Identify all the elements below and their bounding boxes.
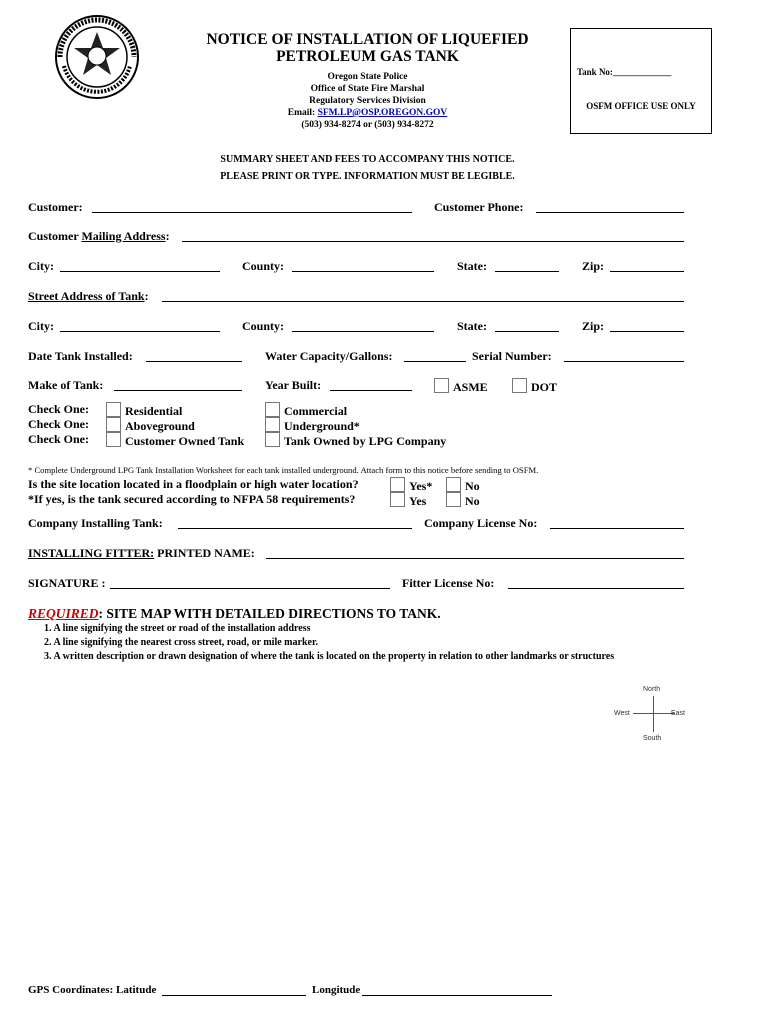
- customer-row: [28, 200, 688, 216]
- water-capacity-field[interactable]: [404, 350, 466, 362]
- osfm-office-box: [570, 28, 712, 134]
- serial-number-field[interactable]: [564, 350, 684, 362]
- site-map-item-2: 2. A line signifying the nearest cross street, road, or mile marker.: [44, 637, 318, 648]
- year-built-field[interactable]: [330, 379, 412, 391]
- check-one-row-3: [28, 432, 688, 448]
- asme-label: ASME: [453, 380, 488, 394]
- compass-north: North: [643, 686, 661, 693]
- compass-east: East: [671, 710, 686, 717]
- mailing-city-row: [28, 259, 688, 275]
- underground-label: Underground*: [284, 419, 360, 433]
- dot-label: DOT: [531, 380, 558, 394]
- form-title-line2: PETROLEUM GAS TANK: [276, 48, 459, 65]
- tank-no-label: Tank No:_____________: [577, 67, 672, 77]
- make-of-tank-field[interactable]: [114, 379, 242, 391]
- underground-checkbox[interactable]: [265, 417, 280, 432]
- site-map-heading: [28, 606, 441, 622]
- secured-yes-label: Yes: [409, 494, 427, 508]
- residential-label: Residential: [125, 404, 183, 418]
- floodplain-question: Is the site location located in a floodplain or high water location?: [28, 477, 359, 491]
- floodplain-no-label: No: [465, 479, 480, 493]
- instructions-line1: SUMMARY SHEET AND FEES TO ACCOMPANY THIS NOTICE.: [220, 154, 515, 165]
- agency-line2: Office of State Fire Marshal: [310, 84, 425, 94]
- longitude-label: Longitude: [312, 984, 361, 996]
- instructions-line2: PLEASE PRINT OR TYPE. INFORMATION MUST BE LEGIBLE.: [220, 171, 515, 182]
- signature-label: SIGNATURE :: [28, 576, 106, 590]
- serial-number-label: Serial Number:: [472, 349, 552, 363]
- signature-row: [28, 576, 688, 592]
- tank-city-row: [28, 319, 688, 335]
- form-title-line1: NOTICE OF INSTALLATION OF LIQUEFIED: [206, 31, 529, 48]
- mailing-address-label: Customer Mailing Address:: [28, 229, 170, 243]
- customer-owned-label: Customer Owned Tank: [125, 434, 245, 448]
- street-address-row: [28, 289, 688, 305]
- underground-footnote: * Complete Underground LPG Tank Installation Worksheet for each tank installed underground. Attach form to this notice before sending to OSFM.: [28, 465, 539, 475]
- floodplain-no-checkbox[interactable]: [446, 477, 461, 492]
- county-label: County:: [242, 259, 285, 273]
- check-one-row-1: [28, 402, 688, 418]
- longitude-field[interactable]: [362, 984, 552, 996]
- state-field[interactable]: [495, 260, 559, 272]
- aboveground-checkbox[interactable]: [106, 417, 121, 432]
- tank-zip-label: Zip:: [582, 319, 605, 333]
- water-capacity-label: Water Capacity/Gallons:: [265, 349, 393, 363]
- fitter-license-field[interactable]: [508, 577, 684, 589]
- latitude-label: GPS Coordinates: Latitude: [28, 984, 157, 996]
- date-installed-field[interactable]: [146, 350, 242, 362]
- printed-name-field[interactable]: [266, 547, 684, 559]
- email-line: [200, 108, 535, 119]
- tank-details-row: [28, 349, 688, 365]
- company-license-field[interactable]: [550, 517, 684, 529]
- secured-no-checkbox[interactable]: [446, 492, 461, 507]
- mailing-address-field[interactable]: [182, 230, 684, 242]
- asme-checkbox[interactable]: [434, 378, 449, 393]
- check-one-label: Check One:: [28, 417, 89, 431]
- year-built-label: Year Built:: [265, 378, 322, 392]
- company-license-label: Company License No:: [424, 516, 538, 530]
- site-map-item-3: 3. A written description or drawn designation of where the tank is located on the property in relation to other landmarks or structures: [44, 651, 615, 662]
- state-label: State:: [457, 259, 487, 273]
- fitter-license-label: Fitter License No:: [402, 576, 495, 590]
- customer-owned-checkbox[interactable]: [106, 432, 121, 447]
- city-label: City:: [28, 259, 54, 273]
- tank-city-field[interactable]: [60, 320, 220, 332]
- email-label: Email:: [287, 108, 316, 118]
- secured-yes-checkbox[interactable]: [390, 492, 405, 507]
- street-address-field[interactable]: [162, 290, 684, 302]
- tank-state-label: State:: [457, 319, 487, 333]
- company-installing-label: Company Installing Tank:: [28, 516, 163, 530]
- zip-label: Zip:: [582, 259, 605, 273]
- tank-zip-field[interactable]: [610, 320, 684, 332]
- check-one-label: Check One:: [28, 402, 89, 416]
- latitude-field[interactable]: [162, 984, 306, 996]
- site-map-heading-text: : SITE MAP WITH DETAILED DIRECTIONS TO TANK.: [98, 606, 441, 621]
- oregon-fire-marshal-seal: [54, 14, 140, 100]
- commercial-label: Commercial: [284, 404, 348, 418]
- gps-row: [28, 984, 688, 1000]
- tank-county-field[interactable]: [292, 320, 434, 332]
- street-address-label: Street Address of Tank:: [28, 289, 149, 303]
- dot-checkbox[interactable]: [512, 378, 527, 393]
- customer-field[interactable]: [92, 201, 412, 213]
- tank-county-label: County:: [242, 319, 285, 333]
- company-installing-field[interactable]: [178, 517, 412, 529]
- zip-field[interactable]: [610, 260, 684, 272]
- site-map-item-1: 1. A line signifying the street or road of the installation address: [44, 623, 311, 634]
- customer-label: Customer:: [28, 200, 83, 214]
- secured-row: [28, 492, 688, 508]
- secured-no-label: No: [465, 494, 480, 508]
- mailing-address-row: [28, 229, 688, 245]
- lpg-owned-checkbox[interactable]: [265, 432, 280, 447]
- required-label: REQUIRED: [28, 606, 99, 621]
- date-installed-label: Date Tank Installed:: [28, 349, 133, 363]
- compass-east-west-line: [633, 713, 675, 714]
- city-field[interactable]: [60, 260, 220, 272]
- agency-line1: Oregon State Police: [327, 72, 408, 82]
- tank-state-field[interactable]: [495, 320, 559, 332]
- installing-fitter-label: INSTALLING FITTER: PRINTED NAME:: [28, 546, 255, 560]
- signature-field[interactable]: [110, 577, 390, 589]
- compass-south: South: [643, 735, 662, 742]
- company-row: [28, 516, 688, 532]
- compass-north-south-line: [653, 696, 654, 732]
- lpg-owned-label: Tank Owned by LPG Company: [284, 434, 447, 448]
- floodplain-row: [28, 477, 688, 493]
- check-one-row-2: [28, 417, 688, 433]
- installing-fitter-row: [28, 546, 688, 562]
- make-year-row: [28, 378, 688, 394]
- floodplain-yes-label: Yes*: [409, 479, 433, 493]
- agency-line3: Regulatory Services Division: [309, 96, 426, 106]
- customer-phone-field[interactable]: [536, 201, 684, 213]
- make-of-tank-label: Make of Tank:: [28, 378, 104, 392]
- phone-line: (503) 934-8274 or (503) 934-8272: [301, 120, 434, 130]
- secured-question: *If yes, is the tank secured according to NFPA 58 requirements?: [28, 492, 356, 506]
- floodplain-yes-checkbox[interactable]: [390, 477, 405, 492]
- email-link[interactable]: SFM.LP@OSP.OREGON.GOV: [317, 108, 448, 118]
- tank-city-label: City:: [28, 319, 54, 333]
- residential-checkbox[interactable]: [106, 402, 121, 417]
- county-field[interactable]: [292, 260, 434, 272]
- compass-west: West: [614, 710, 630, 717]
- aboveground-label: Aboveground: [125, 419, 195, 433]
- check-one-label: Check One:: [28, 432, 89, 446]
- customer-phone-label: Customer Phone:: [434, 200, 524, 214]
- office-use-only: OSFM OFFICE USE ONLY: [586, 101, 696, 111]
- commercial-checkbox[interactable]: [265, 402, 280, 417]
